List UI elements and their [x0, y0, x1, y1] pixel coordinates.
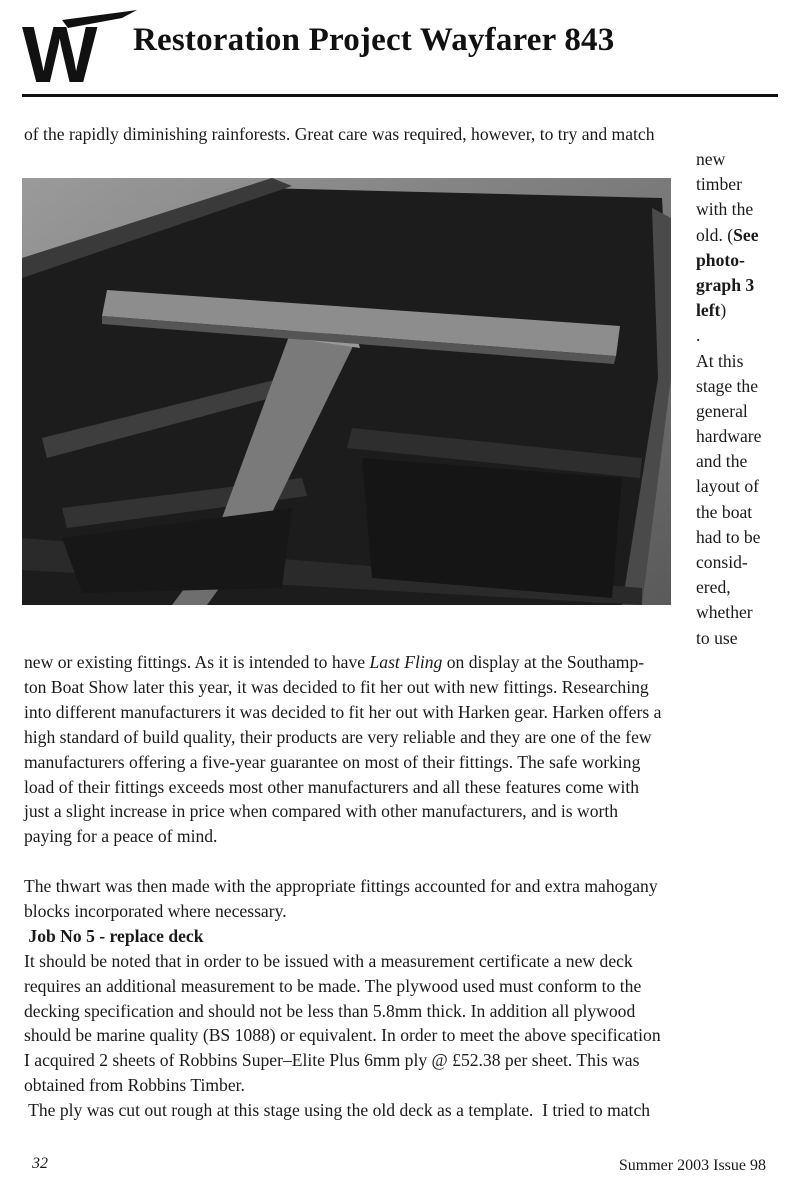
side-line: left) [696, 300, 727, 321]
header-rule [22, 94, 778, 97]
text-line: high standard of build quality, their products are very reliable and they are one of the few [24, 726, 652, 747]
section-heading: Job No 5 - replace deck [24, 925, 204, 946]
issue-label: Summer 2003 Issue 98 [618, 1157, 766, 1174]
paragraph-thwart-and-deck [24, 874, 768, 1123]
magazine-logo [22, 8, 140, 86]
text-line: should be marine quality (BS 1088) or equivalent. In order to meet the above specification [24, 1025, 661, 1046]
side-line: had to be [696, 526, 761, 547]
side-line: At this [696, 350, 744, 371]
side-line: photo- [696, 249, 745, 270]
logo-letter: W [22, 10, 98, 86]
text-line: just a slight increase in price when compared with other manufacturers, and is worth [24, 801, 619, 822]
side-line: graph 3 [696, 274, 755, 295]
side-line: new [696, 149, 726, 169]
paragraph-fittings [24, 650, 768, 849]
text-line: decking specification and should not be less than 5.8mm thick. In addition all plywood [24, 1000, 636, 1021]
side-line: . [696, 325, 701, 346]
text-line: requires an additional measurement to be made. The plywood used must conform to the [24, 975, 642, 996]
side-line: old. (See [696, 224, 759, 245]
side-line: timber [696, 174, 742, 195]
text-line: new or existing fittings. As it is intended to have Last Fling on display at the Southamp- [24, 652, 645, 672]
text-line: The ply was cut out rough at this stage using the old deck as a template. I tried to match [24, 1100, 651, 1121]
side-line: with the [696, 199, 754, 220]
text-line: The thwart was then made with the appropriate fittings accounted for and extra mahogany [24, 876, 658, 896]
text-line: into different manufacturers it was decided to fit her out with Harken gear. Harken offers a [24, 701, 662, 722]
side-line: hardware [696, 426, 762, 447]
text-line: blocks incorporated where necessary. [24, 900, 287, 921]
side-line: general [696, 400, 748, 421]
text-line: It should be noted that in order to be issued with a measurement certificate a new deck [24, 950, 633, 971]
text-line: ton Boat Show later this year, it was decided to fit her out with new fittings. Researching [24, 676, 649, 697]
photo-side-column [696, 147, 786, 651]
text-line: obtained from Robbins Timber. [24, 1075, 245, 1096]
side-line: and the [696, 451, 748, 472]
boat-interior-photo [22, 178, 671, 605]
text-line: paying for a peace of mind. [24, 826, 218, 847]
side-line: whether [696, 602, 753, 623]
side-line: ered, [696, 577, 731, 598]
side-line: to use [696, 627, 738, 648]
text-line: manufacturers offering a five-year guarantee on most of their fittings. The safe working [24, 751, 641, 772]
side-line: the boat [696, 501, 753, 522]
side-line: consid- [696, 552, 748, 572]
intro-line: of the rapidly diminishing rainforests. Great care was required, however, to try and match [24, 124, 655, 144]
text-line: load of their fittings exceeds most other manufacturers and all these features come with [24, 776, 640, 797]
side-line: stage the [696, 375, 759, 396]
side-line: layout of [696, 476, 760, 497]
page-title: Restoration Project Wayfarer 843 [133, 22, 615, 58]
boat-name: Last Fling [369, 652, 443, 672]
page-number: 32 [32, 1155, 48, 1172]
text-line: I acquired 2 sheets of Robbins Super–Elite Plus 6mm ply @ £52.38 per sheet. This was [24, 1050, 640, 1071]
